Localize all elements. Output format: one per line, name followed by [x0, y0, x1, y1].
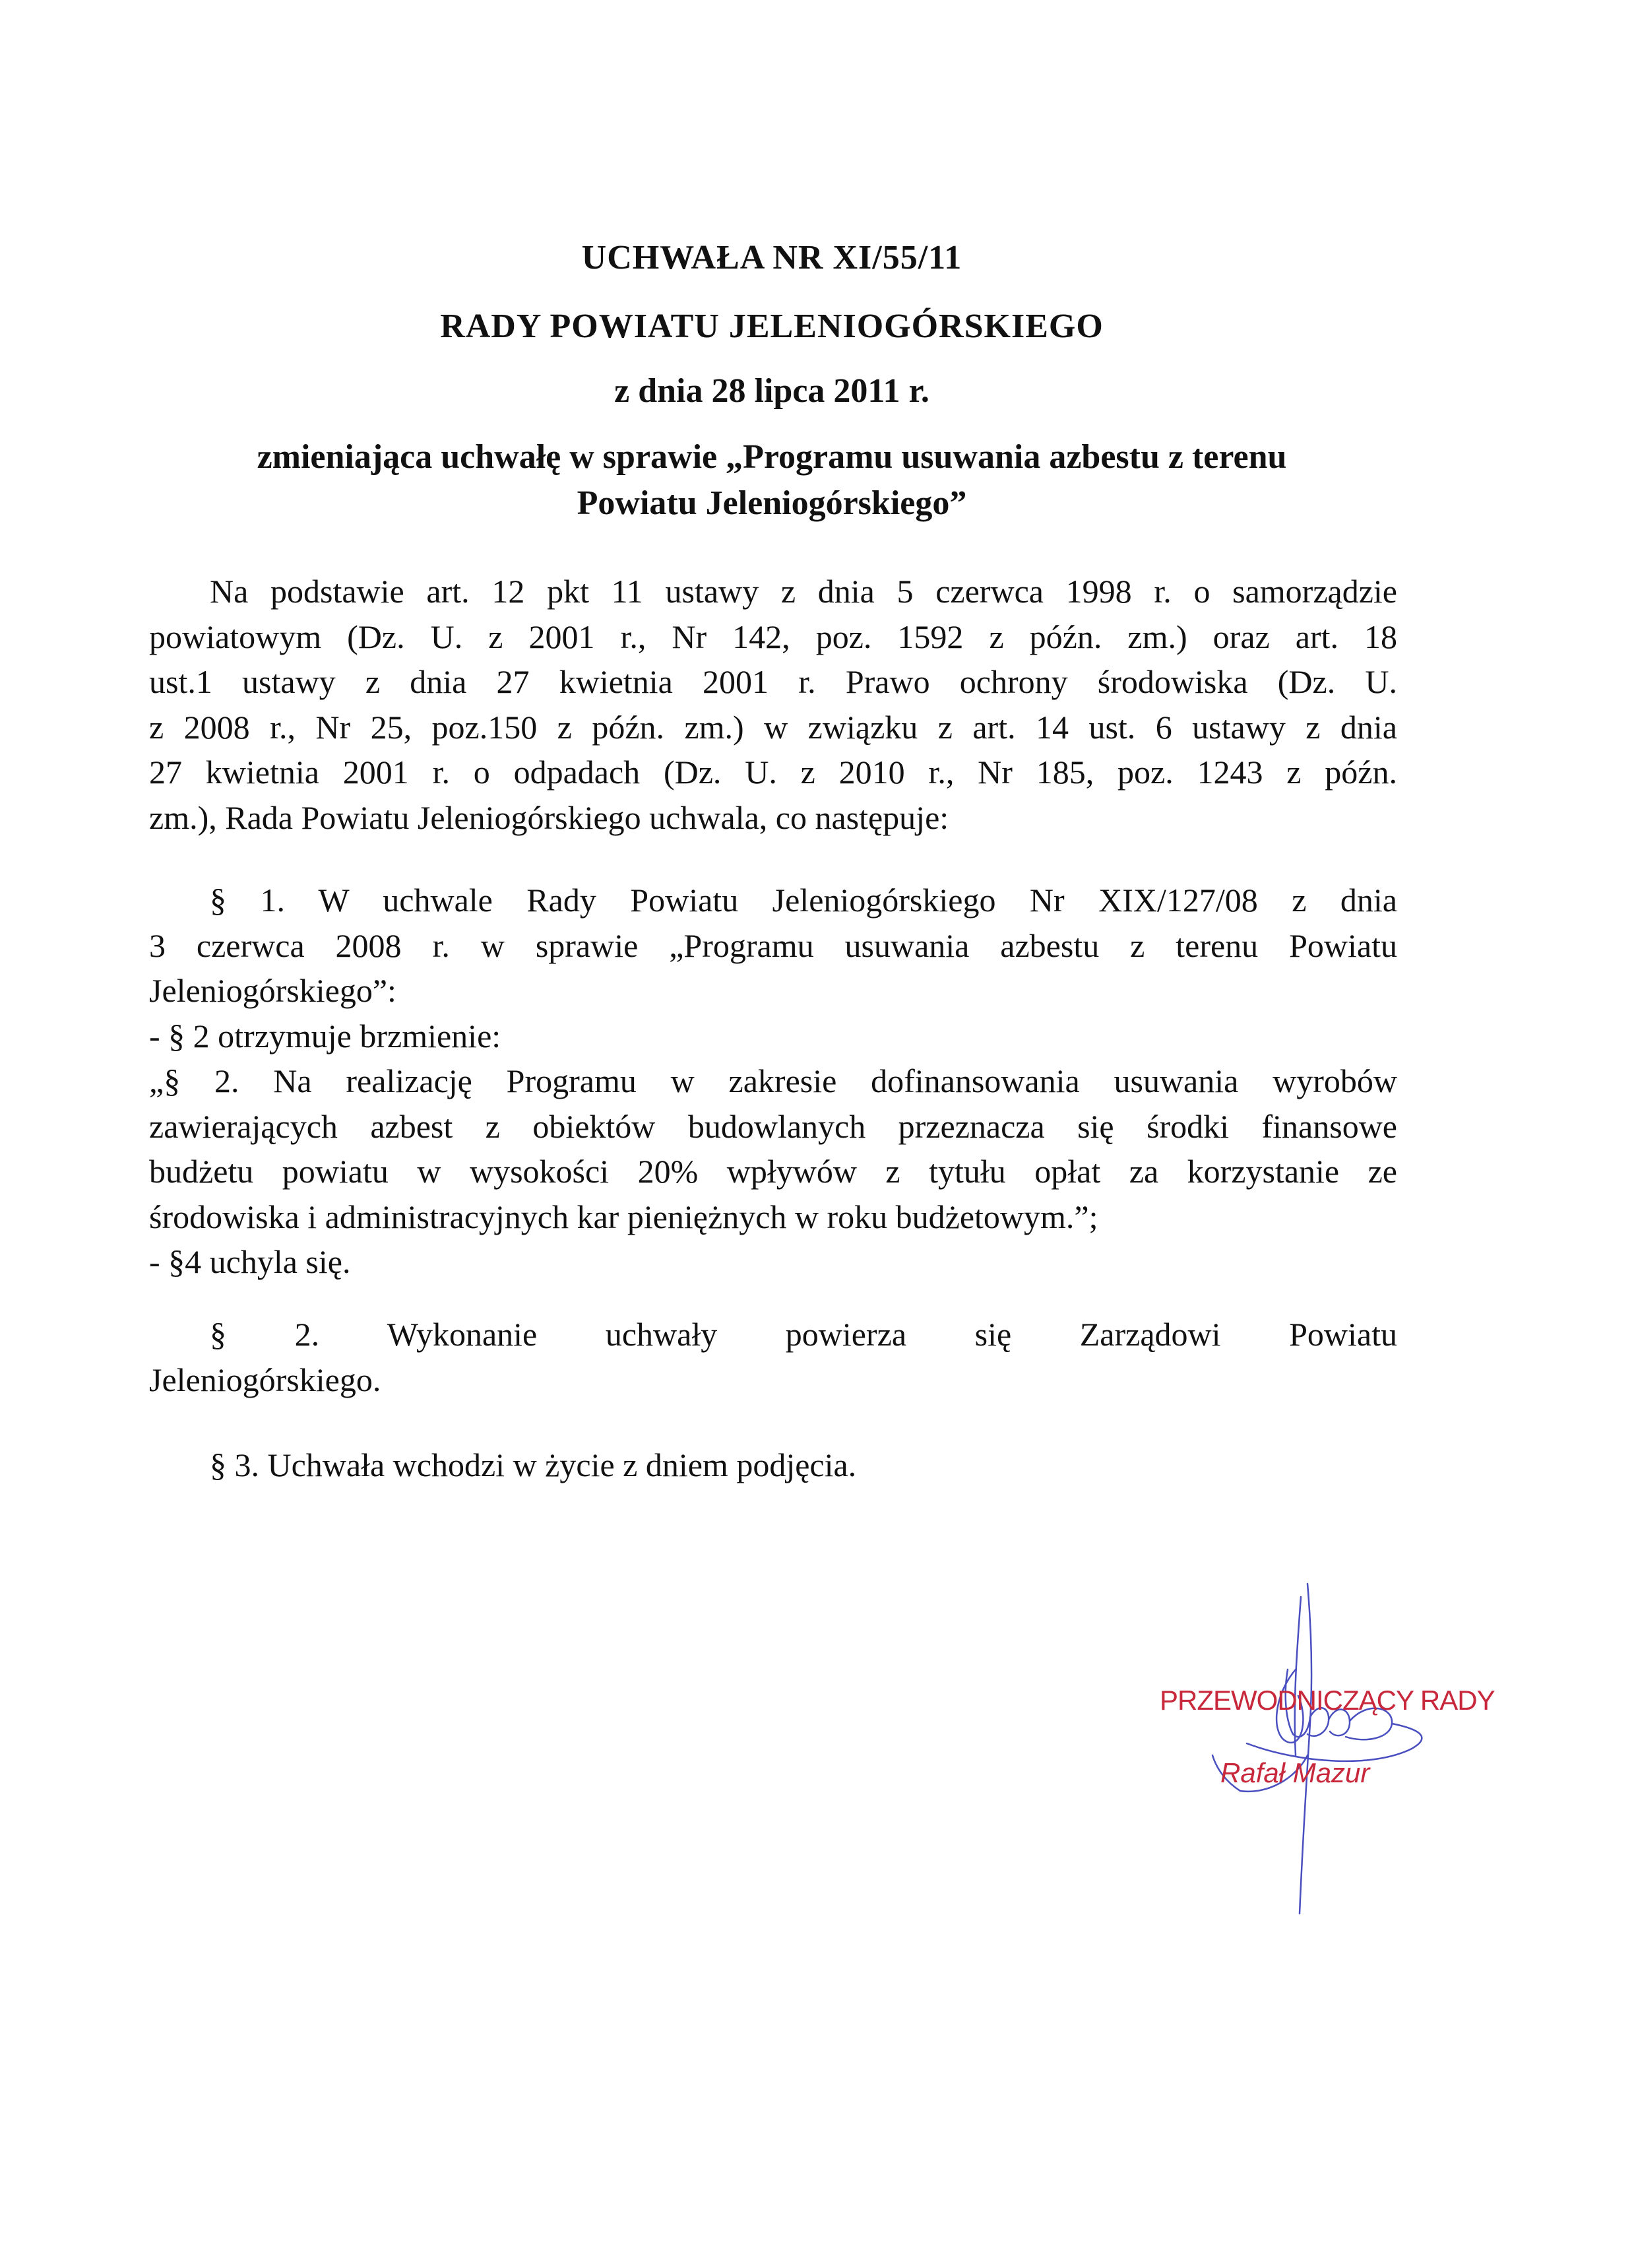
resolution-subject-line-2: Powiatu Jeleniogórskiego”: [577, 484, 967, 522]
resolution-subject-line-1: zmieniająca uchwałę w sprawie „Programu usuwania azbestu z terenu: [257, 438, 1287, 476]
section-3-paragraph: [149, 1442, 1397, 1488]
preamble-line: powiatowym (Dz. U. z 2001 r., Nr 142, poz. 1592 z późn. zm.) oraz art. 18: [149, 618, 1397, 655]
section-2-paragraph: [149, 1312, 1397, 1402]
section-1-line: zawierających azbest z obiektów budowlanych przeznacza się środki finansowe: [149, 1107, 1397, 1145]
resolution-number: UCHWAŁA NR XI/55/11: [581, 239, 962, 276]
section-1-line: „§ 2. Na realizację Programu w zakresie dofinansowania usuwania wyrobów: [149, 1062, 1397, 1099]
section-1-line: - §4 uchyla się.: [149, 1243, 351, 1280]
council-name: RADY POWIATU JELENIOGÓRSKIEGO: [440, 308, 1104, 345]
preamble-line: ust.1 ustawy z dnia 27 kwietnia 2001 r. Prawo ochrony środowiska (Dz. U.: [149, 663, 1397, 700]
preamble-line: 27 kwietnia 2001 r. o odpadach (Dz. U. z 2010 r., Nr 185, poz. 1243 z późn.: [149, 754, 1397, 791]
resolution-date: z dnia 28 lipca 2011 r.: [614, 372, 929, 410]
section-2-line: Jeleniogórskiego.: [149, 1361, 381, 1398]
section-1-line: 3 czerwca 2008 r. w sprawie „Programu usuwania azbestu z terenu Powiatu: [149, 926, 1397, 964]
section-1-line: - § 2 otrzymuje brzmienie:: [149, 1017, 501, 1054]
signature-mark: [1135, 1571, 1504, 1940]
section-3-line: § 3. Uchwała wchodzi w życie z dniem podjęcia.: [210, 1446, 857, 1483]
section-1-line: środowiska i administracyjnych kar pieniężnych w roku budżetowym.”;: [149, 1198, 1098, 1235]
stamp-role: PRZEWODNICZĄCY RADY: [1160, 1685, 1495, 1716]
preamble-line: Na podstawie art. 12 pkt 11 ustawy z dnia 5 czerwca 1998 r. o samorządzie: [210, 573, 1397, 610]
section-2-line: § 2. Wykonanie uchwały powierza się Zarządowi Powiatu: [210, 1316, 1397, 1353]
preamble-paragraph: [149, 569, 1397, 840]
section-1-line: Jeleniogórskiego”:: [149, 972, 396, 1009]
preamble-line: zm.), Rada Powiatu Jeleniogórskiego uchwala, co następuje:: [149, 798, 949, 836]
section-1-line: budżetu powiatu w wysokości 20% wpływów z tytułu opłat za korzystanie ze: [149, 1153, 1397, 1190]
section-1-line: § 1. W uchwale Rady Powiatu Jeleniogórskiego Nr XIX/127/08 z dnia: [210, 882, 1397, 919]
stamp-name: Rafał Mazur: [1220, 1757, 1370, 1788]
preamble-line: z 2008 r., Nr 25, poz.150 z późn. zm.) w związku z art. 14 ust. 6 ustawy z dnia: [149, 708, 1397, 746]
section-1-paragraph: [149, 878, 1397, 1285]
